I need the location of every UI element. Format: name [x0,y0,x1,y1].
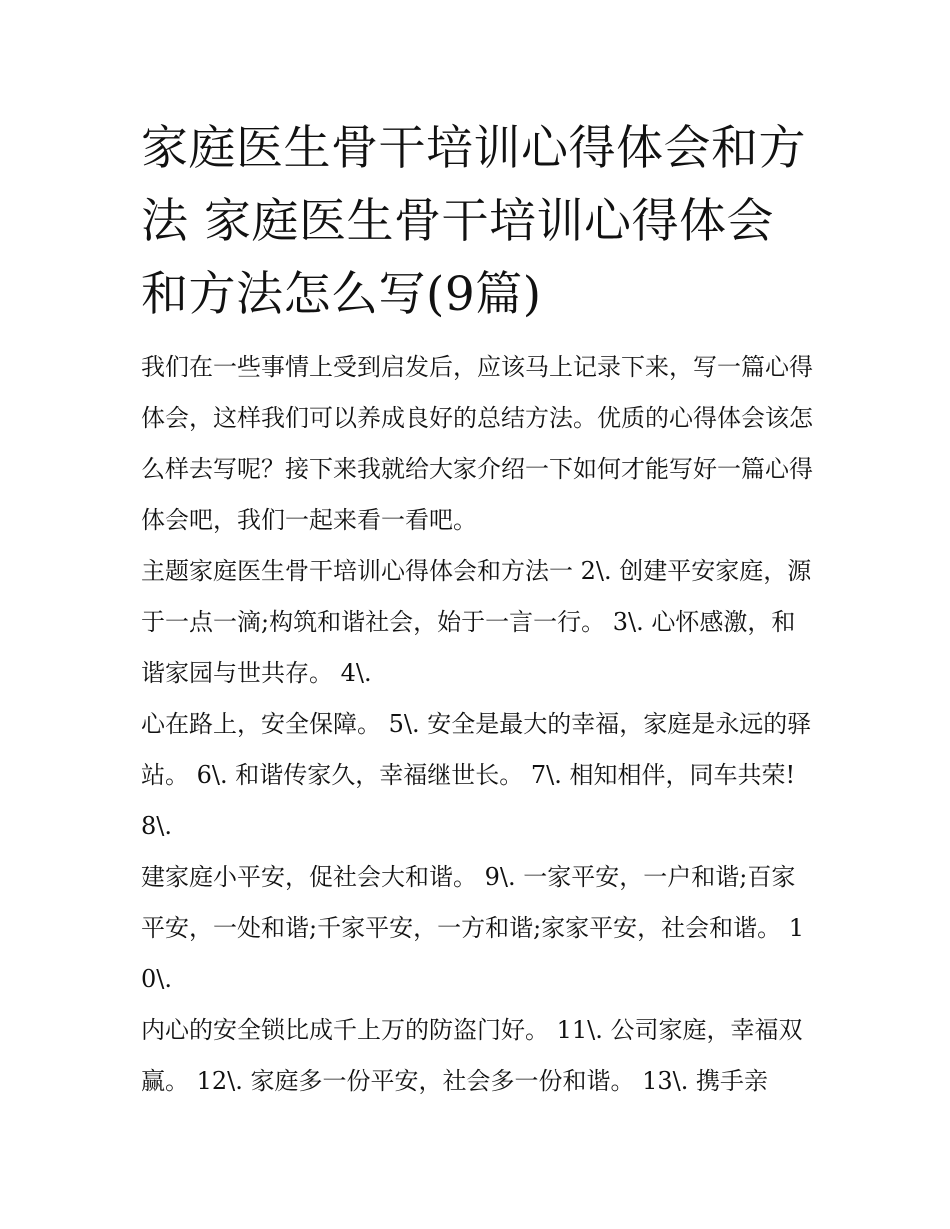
intro-paragraph: 我们在一些事情上受到启发后，应该马上记录下来，写一篇心得体会，这样我们可以养成良好的总结方法。优质的心得体会该怎么样去写呢？接下来我就给大家介绍一下如何才能写好一篇心得体会吧，我们一起来看一看吧。 [141,353,813,534]
document-title: 家庭医生骨干培训心得体会和方法 家庭医生骨干培训心得体会和方法怎么写(9篇) [141,121,806,322]
body-paragraph: 主题家庭医生骨干培训心得体会和方法一 2\. 创建平安家庭，源于一点一滴;构筑和谐社会，始于一言一行。 3\. 心怀感激，和谐家园与世共存。 4\. [141,557,812,687]
document-page [141,112,813,1107]
body-paragraph: 建家庭小平安，促社会大和谐。 9\. 一家平安，一户和谐;百家平安，一处和谐;千家平安，一方和谐;家家平安，社会和谐。 10\. [141,863,805,993]
body-paragraph: 内心的安全锁比成千上万的防盗门好。 11\. 公司家庭，幸福双赢。 12\. 家庭多一份平安，社会多一份和谐。 13\. 携手亲 [141,1016,803,1095]
body-paragraph: 心在路上，安全保障。 5\. 安全是最大的幸福，家庭是永远的驿站。 6\. 和谐传家久，幸福继世长。 7\. 相知相伴，同车共荣! 8\. [141,710,812,840]
